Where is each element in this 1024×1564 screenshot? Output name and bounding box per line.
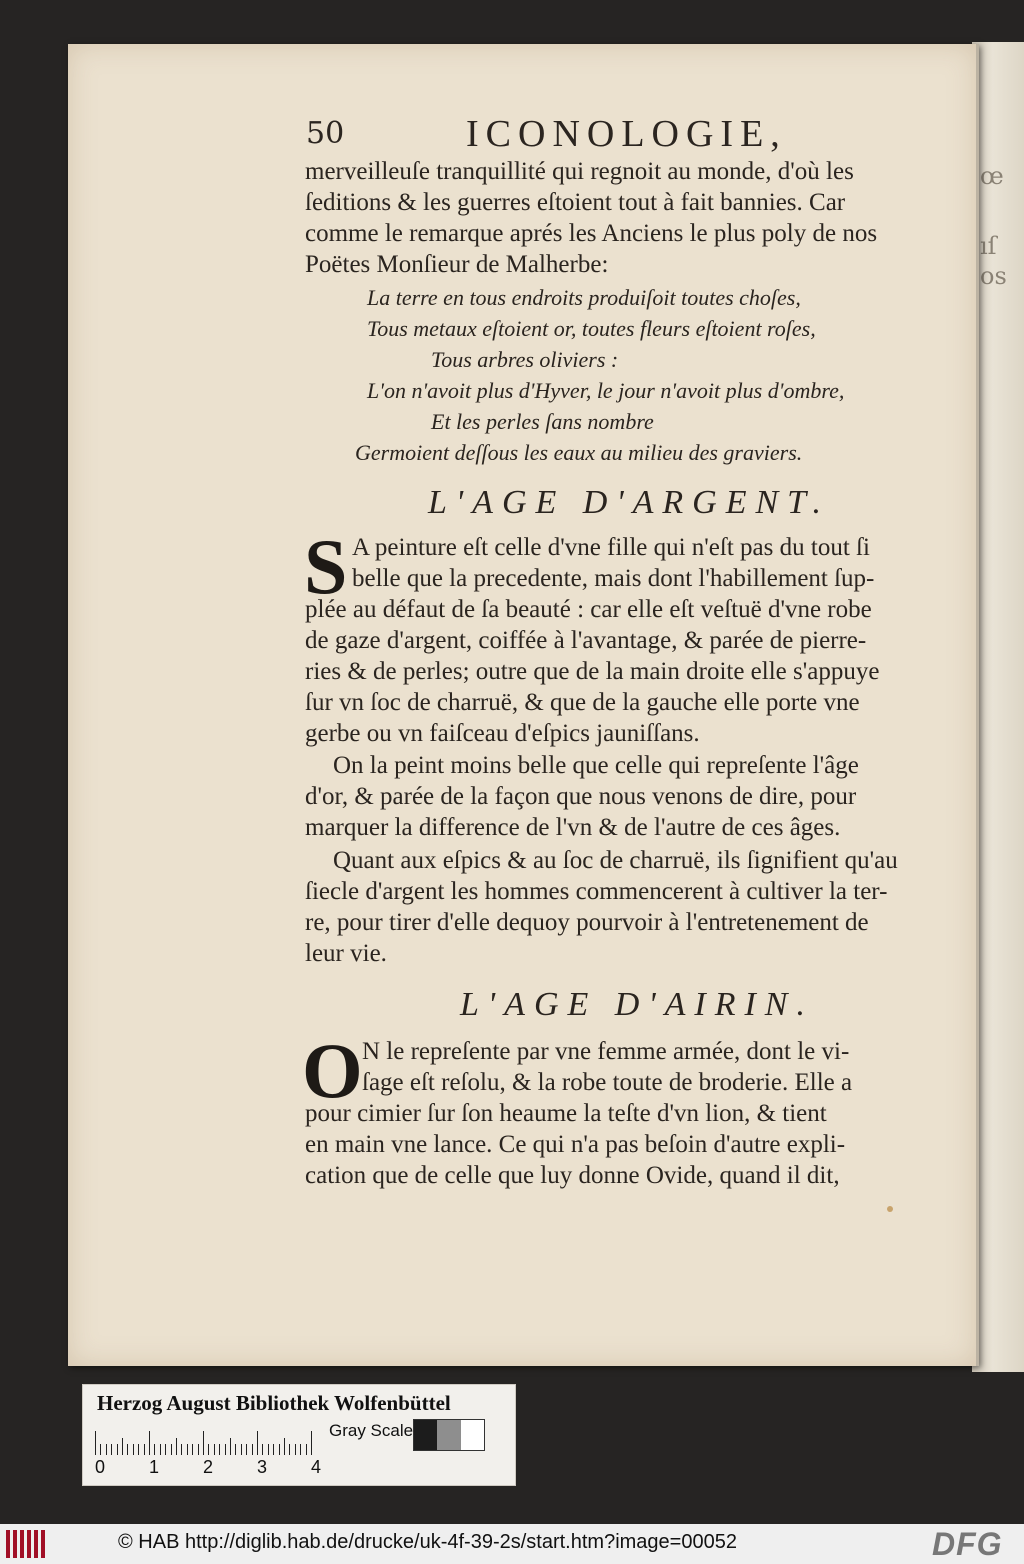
ruler-tick [225,1444,226,1455]
text-line: gerbe ou vn faiſceau d'eſpics jauniſſans. [305,720,700,747]
running-title: ICONOLOGIE, [466,113,787,155]
ruler-tick [246,1444,247,1455]
section-title-age-airin: L'AGE D'AIRIN. [460,986,814,1023]
ruler-tick [208,1444,209,1455]
text-line: cation que de celle que luy donne Ovide, quand il dit, [305,1162,840,1189]
text-line: marquer la difference de l'vn & de l'autre de ces âges. [305,814,841,841]
ruler-tick [257,1431,258,1455]
verse-line: Germoient deſſous les eaux au milieu des graviers. [355,440,803,465]
ruler-tick [273,1444,274,1455]
gray-scale-patches [413,1419,485,1451]
text-line: pour cimier ſur ſon heaume la teſte d'vn lion, & tient [305,1100,827,1127]
scale-number: 0 [95,1457,106,1477]
ruler-tick [214,1444,215,1455]
ruler-tick [279,1444,280,1455]
adjacent-page-edge: œ ıſ os [972,42,1024,1372]
ruler-tick [262,1444,263,1455]
text-line: merveilleuſe tranquillité qui regnoit au monde, d'où les [305,158,854,185]
text-line: ſiecle d'argent les hommes commencerent à cultiver la ter- [305,878,888,905]
text-line: d'or, & parée de la façon que nous venons de dire, pour [305,783,857,810]
verse-line: L'on n'avoit plus d'Hyver, le jour n'avoit plus d'ombre, [367,378,845,403]
section2-paragraph [305,1098,947,1191]
gray-patch [437,1420,460,1450]
text-line: comme le remarque aprés les Anciens le plus poly de nos [305,220,878,247]
gray-patch [461,1420,484,1450]
ruler-tick [295,1444,296,1455]
ruler-tick [306,1444,307,1455]
dropcap-o: O [302,1027,363,1114]
ruler-tick [133,1444,134,1455]
ruler-tick [192,1444,193,1455]
page-header [306,112,866,156]
ruler-numbers [93,1457,333,1481]
ruler-tick [203,1431,204,1455]
color-calibration-card [82,1384,516,1486]
ruler-tick [311,1431,312,1455]
ruler-tick [100,1444,101,1455]
ruler-tick [127,1444,128,1455]
text-line: belle que la precedente, mais dont l'habillement ſup- [352,565,875,592]
page-number: 50 [306,116,345,151]
section1-paragraph3 [305,845,947,969]
text-line: A peinture eſt celle d'vne fille qui n'eſt pas du tout ſi [352,534,870,561]
verse-line: Tous metaux eſtoient or, toutes fleurs eſtoient roſes, [367,316,816,341]
dropcap-s: S [304,523,348,610]
ruler-tick [171,1444,172,1455]
ruler-tick [235,1444,236,1455]
ruler-tick [176,1438,177,1455]
ruler-tick [187,1444,188,1455]
ruler-tick [138,1444,139,1455]
ruler-tick [284,1438,285,1455]
ruler-tick [154,1444,155,1455]
ruler-tick [117,1444,118,1455]
opening-paragraph [305,156,947,280]
verse-line: Et les perles ſans nombre [431,409,654,434]
text-line: en main vne lance. Ce qui n'a pas beſoin d'autre expli- [305,1131,846,1158]
copyright-link[interactable]: © HAB http://diglib.hab.de/drucke/uk-4f-39-2s/start.htm?image=00052 [118,1531,737,1553]
ruler-tick [241,1444,242,1455]
ruler-tick [198,1444,199,1455]
dfg-logo: DFG [932,1526,1003,1562]
section1-paragraph1 [305,594,947,749]
ruler-tick [160,1444,161,1455]
ruler-tick [252,1444,253,1455]
text-line: On la peint moins belle que celle qui repreſente l'âge [333,752,859,779]
ruler-tick [111,1444,112,1455]
scale-number: 3 [257,1457,268,1477]
text-line: ſage eſt reſolu, & la robe toute de broderie. Elle a [362,1069,853,1096]
ruler-scale [95,1429,305,1455]
scale-number: 4 [311,1457,322,1477]
scale-number: 2 [203,1457,214,1477]
gray-patch [414,1420,437,1450]
verse-line: La terre en tous endroits produiſoit toutes choſes, [367,285,801,310]
section1-paragraph2 [305,750,947,843]
ruler-tick [181,1444,182,1455]
gray-scale-label: Gray Scale [329,1421,414,1440]
ruler-tick [95,1431,96,1455]
text-line: N le repreſente par vne femme armée, dont le vi- [362,1038,850,1065]
text-line: re, pour tirer d'elle dequoy pourvoir à l'entretenement de [305,909,869,936]
paper-stain [887,1206,893,1212]
ruler-tick [106,1444,107,1455]
ruler-tick [165,1444,166,1455]
text-line: de gaze d'argent, coiffée à l'avantage, & parée de pierre- [305,627,867,654]
text-line: plée au défaut de ſa beauté : car elle eſt veſtuë d'vne robe [305,596,872,623]
ruler-tick [300,1444,301,1455]
text-line: leur vie. [305,940,387,967]
ruler-tick [122,1438,123,1455]
text-line: ſur vn ſoc de charruë, & que de la gauche elle porte vne [305,689,860,716]
text-line: Poëtes Monſieur de Malherbe: [305,251,609,278]
text-line: Quant aux eſpics & au ſoc de charruë, ils ſignifient qu'au [333,847,898,874]
ruler-tick [230,1438,231,1455]
footer-bar [0,1524,1024,1564]
section-title-age-argent: L'AGE D'ARGENT. [428,484,831,521]
text-line: ries & de perles; outre que de la main droite elle s'appuye [305,658,880,685]
scale-number: 1 [149,1457,160,1477]
library-name: Herzog August Bibliothek Wolfenbüttel [97,1391,451,1415]
ruler-tick [149,1431,150,1455]
ruler-tick [268,1444,269,1455]
text-line: ſeditions & les guerres eſtoient tout à fait bannies. Car [305,189,846,216]
verse-line: Tous arbres oliviers : [431,347,619,372]
verse-quotation [355,282,955,468]
ruler-tick [219,1444,220,1455]
ruler-tick [144,1444,145,1455]
ruler-tick [289,1444,290,1455]
hab-logo-icon [6,1530,48,1558]
